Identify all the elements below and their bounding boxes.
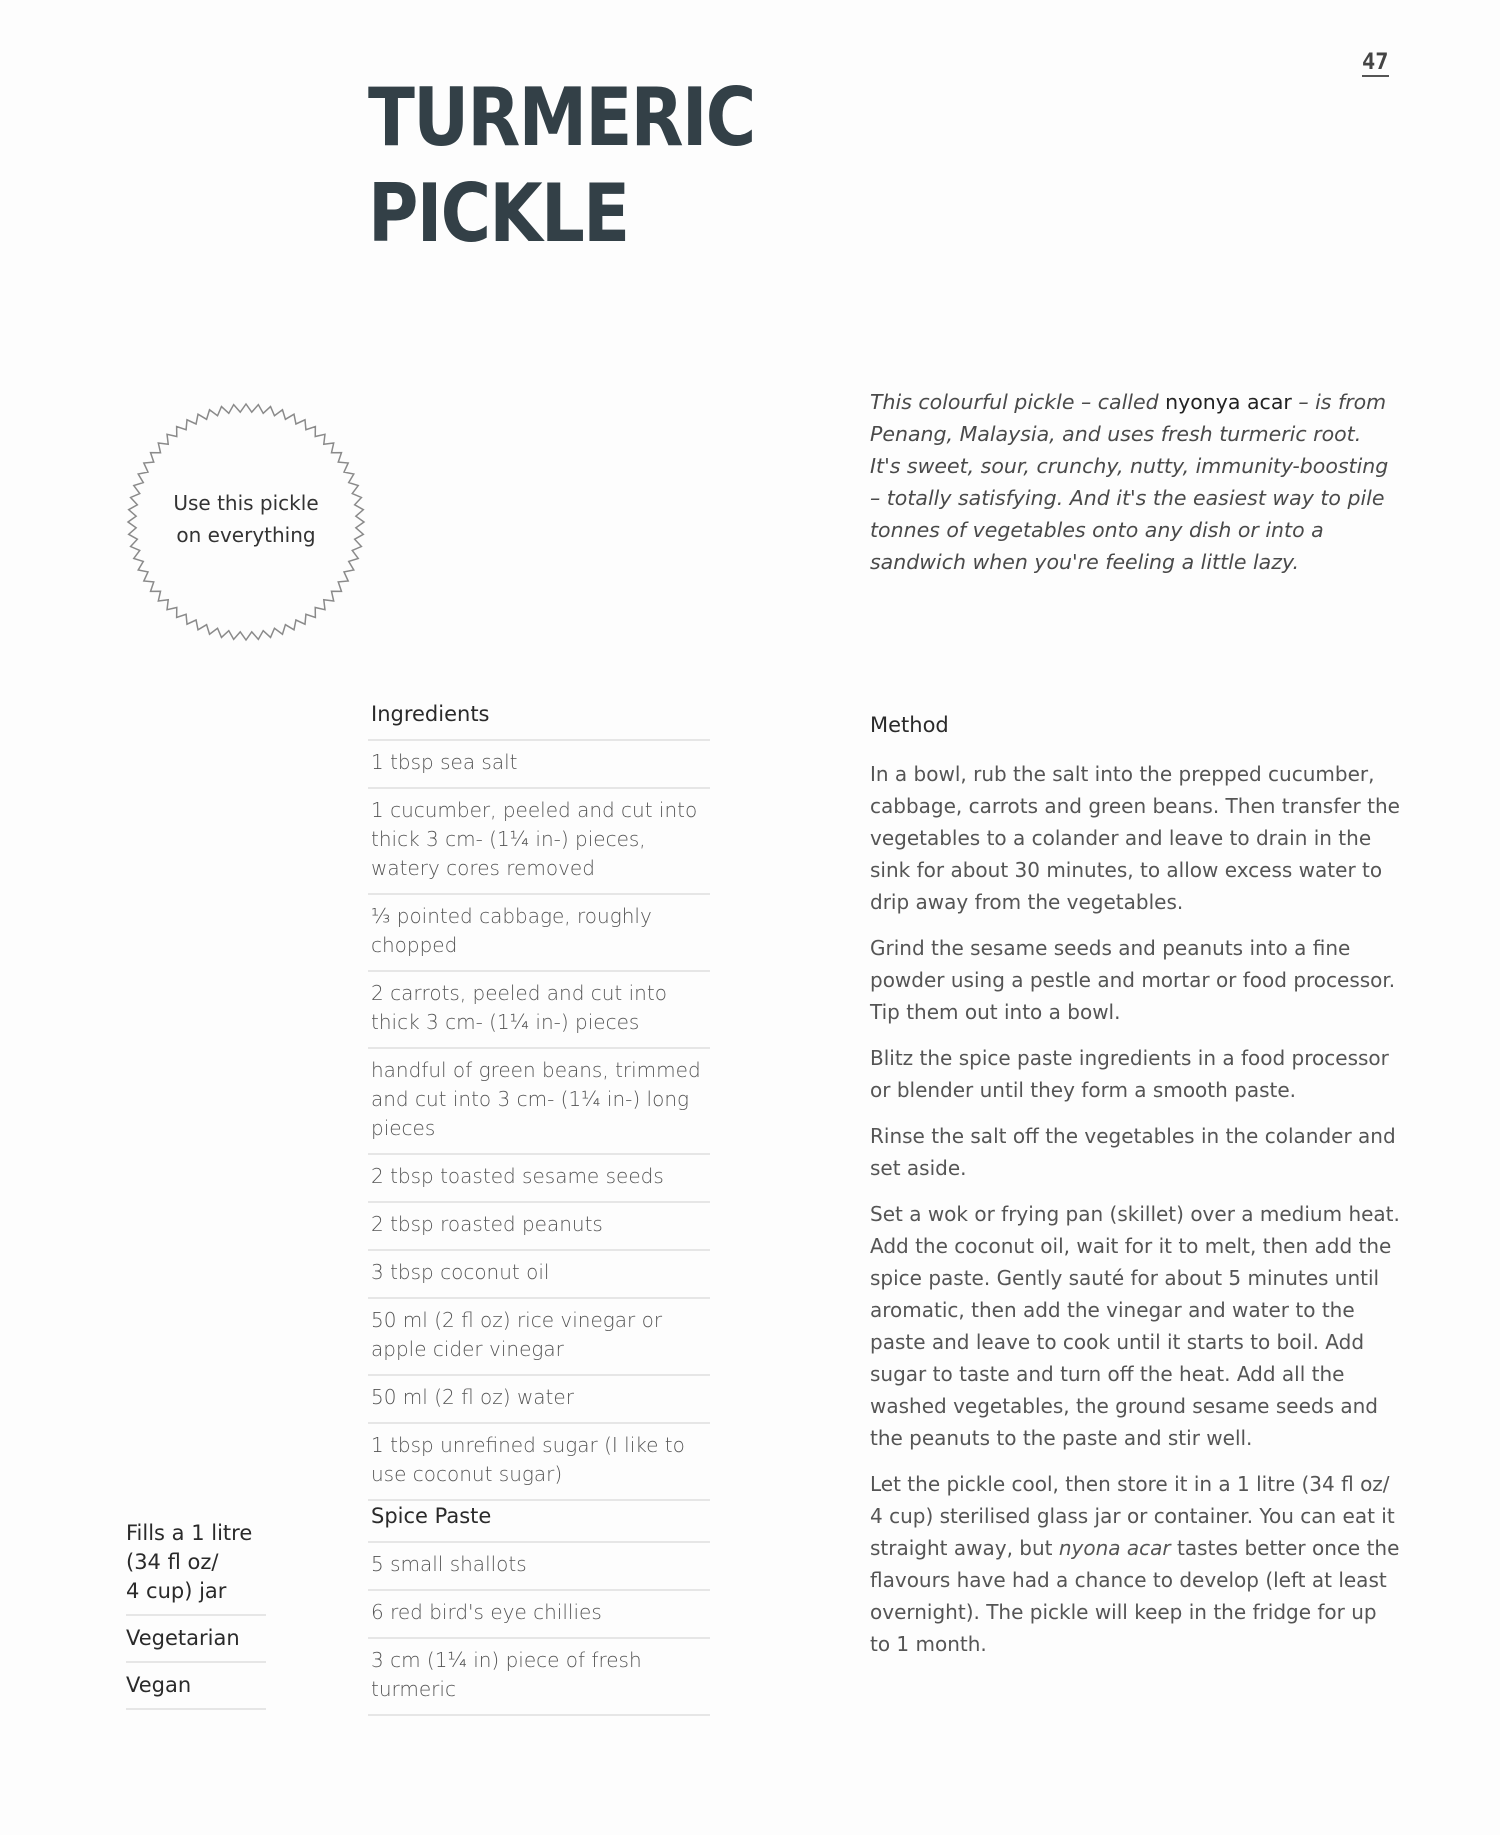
ingredient-item: 2 tbsp roasted peanuts xyxy=(368,1201,710,1249)
tag-vegan: Vegan xyxy=(126,1671,266,1710)
spice-paste-item: 6 red bird's eye chillies xyxy=(368,1589,710,1637)
ingredient-item: 3 tbsp coconut oil xyxy=(368,1249,710,1297)
ingredients-heading: Ingredients xyxy=(371,702,490,726)
ingredient-item: 1 tbsp unrefined sugar (I like to use coconut sugar) xyxy=(368,1422,710,1499)
spice-paste-list xyxy=(368,1541,710,1716)
method-steps xyxy=(870,758,1402,1674)
badge-text xyxy=(121,487,371,551)
ingredient-item: 2 tbsp toasted sesame seeds xyxy=(368,1153,710,1201)
ingredient-item: 1 tbsp sea salt xyxy=(368,739,710,787)
ingredient-item: 2 carrots, peeled and cut into thick 3 cm- (1¼ in-) pieces xyxy=(368,970,710,1047)
divider xyxy=(368,1714,710,1716)
method-heading: Method xyxy=(870,713,949,737)
dish-name: nyonya acar xyxy=(1165,390,1292,414)
ingredient-item: handful of green beans, trimmed and cut into 3 cm- (1¼ in-) long pieces xyxy=(368,1047,710,1153)
method-step: Rinse the salt off the vegetables in the colander and set aside. xyxy=(870,1124,1396,1180)
spice-paste-item: 5 small shallots xyxy=(368,1541,710,1589)
badge-line-1: Use this pickle xyxy=(173,491,319,515)
method-step: Set a wok or frying pan (skillet) over a medium heat. Add the coconut oil, wait for it to melt, then add the spice paste. Gently sauté for about 5 minutes until aromatic, then add the vinegar and water to the paste and leave to cook until it starts to boil. Add sugar to taste and turn off the heat. Add all the washed vegetables, the ground sesame seeds and the peanuts to the paste and stir well. xyxy=(870,1202,1400,1450)
method-step: In a bowl, rub the salt into the prepped cucumber, cabbage, carrots and green beans. Then transfer the vegetables to a colander and leave to drain in the sink for about 30 minutes, to allow excess water to drip away from the vegetables. xyxy=(870,762,1400,914)
badge-line-2: on everything xyxy=(176,523,316,547)
method-step: Let the pickle cool, then store it in a 1 litre (34 fl oz/ 4 cup) sterilised glass jar or container. You can eat it straight away, but nyona acar tastes better once the flavours have had a chance to develop (left at least overnight). The pickle will keep in the fridge for up to 1 month. xyxy=(870,1472,1400,1656)
ingredients-list xyxy=(368,739,710,1501)
yield-fills: Fills a 1 litre (34 fl oz/ 4 cup) jar xyxy=(126,1519,266,1616)
title-line-2: PICKLE xyxy=(368,167,629,260)
ingredient-item: 50 ml (2 fl oz) rice vinegar or apple cider vinegar xyxy=(368,1297,710,1374)
tag-vegetarian: Vegetarian xyxy=(126,1624,266,1663)
zigzag-badge xyxy=(121,397,371,647)
method-step: Blitz the spice paste ingredients in a food processor or blender until they form a smooth paste. xyxy=(870,1046,1389,1102)
spice-paste-item: 3 cm (1¼ in) piece of fresh turmeric xyxy=(368,1637,710,1714)
title-line-1: TURMERIC xyxy=(368,71,755,164)
method-step: Grind the sesame seeds and peanuts into a fine powder using a pestle and mortar or food processor. Tip them out into a bowl. xyxy=(870,936,1396,1024)
ingredient-item: 50 ml (2 fl oz) water xyxy=(368,1374,710,1422)
recipe-info xyxy=(126,1519,266,1718)
spice-paste-heading: Spice Paste xyxy=(371,1504,492,1528)
ingredient-item: 1 cucumber, peeled and cut into thick 3 cm- (1¼ in-) pieces, watery cores removed xyxy=(368,787,710,893)
ingredient-item: ⅓ pointed cabbage, roughly chopped xyxy=(368,893,710,970)
page-number: 47 xyxy=(1362,50,1389,75)
divider xyxy=(368,1499,710,1501)
intro-paragraph: This colourful pickle – called nyonya acar – is from Penang, Malaysia, and uses fresh turmeric root. It's sweet, sour, crunchy, nutty, immunity-boosting – totally satisfying. And it's the easiest way to pile tonnes of vegetables onto any dish or into a sandwich when you're feeling a little lazy. xyxy=(870,390,1389,574)
recipe-title xyxy=(368,70,755,262)
